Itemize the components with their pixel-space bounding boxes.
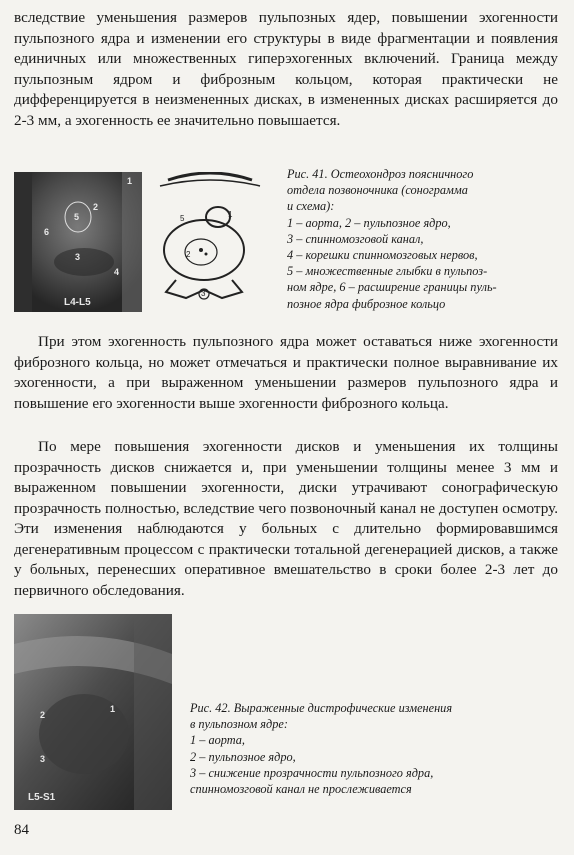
figure-41-caption xyxy=(287,166,497,312)
caption-line: 5 – множественные глыбки в пульпоз- xyxy=(287,264,488,279)
sono42-label-3: 3 xyxy=(40,754,46,764)
sonogram-texture xyxy=(14,614,172,810)
figure-41-scheme xyxy=(146,172,274,312)
caption-line: спинномозговой канал не прослеживается xyxy=(190,782,412,797)
sono-label-5: 5 xyxy=(74,212,80,222)
paragraph-3: По мере повышения эхогенности дисков и уменьшения их толщины прозрачность дисков снижается и, при уменьшении толщины менее 3 мм и выраженном повышении эхогенности, диски утрачивают сонографическую прозрачность полностью, вследствие чего позвоночный канал не доступен осмотру. Эти изменения наблюдаются у больных с длительно формировавшимся дегенеративным процессом с практически тотальной дегенерацией дисков, а также у больных, перенесших оперативное вмешательство в сроки более 2-3 лет до первичного обследования. xyxy=(14,438,558,599)
caption-line: 3 – спинномозговой канал, xyxy=(287,231,424,246)
caption-line: в пульпозном ядре: xyxy=(190,717,288,732)
scheme-label-1: 1 xyxy=(228,210,233,219)
scheme-label-5: 5 xyxy=(180,214,185,223)
caption-line: 4 – корешки спинномозговых нервов, xyxy=(287,248,478,263)
paragraph-2: При этом эхогенность пульпозного ядра может оставаться ниже эхогенности фиброзного кольца, но может отмечаться и практически полное выравнивание их эхогенности, а при выраженном уменьшении размеров пульпозного ядра и повышение его эхогенности выше эхогенности фиброзного кольца. xyxy=(14,333,558,412)
sono42-label-2: 2 xyxy=(40,710,46,720)
sono-label-2: 2 xyxy=(93,202,99,212)
scheme-label-2: 2 xyxy=(186,250,191,259)
scheme-drawing xyxy=(146,172,274,312)
sono-label-3: 3 xyxy=(75,252,81,262)
scheme-label-3: 3 xyxy=(201,289,206,298)
caption-line: ном ядре, 6 – расширение границы пуль- xyxy=(287,280,497,295)
caption-line: позное ядра фиброзное кольцо xyxy=(287,296,446,311)
sono42-level-label: L5-S1 xyxy=(28,792,56,803)
sono42-label-1: 1 xyxy=(110,704,116,714)
caption-line: отдела позвоночника (сонограмма xyxy=(287,183,468,198)
caption-line: 3 – снижение прозрачности пульпозного ядра, xyxy=(190,765,434,780)
caption-line: Рис. 42. Выраженные дистрофические изменения xyxy=(190,701,453,715)
sono-label-4: 4 xyxy=(114,267,120,277)
caption-line: и схема): xyxy=(287,199,335,214)
figure-42-caption xyxy=(190,700,452,797)
sonogram-texture xyxy=(14,172,142,312)
caption-line: 2 – пульпозное ядро, xyxy=(190,749,296,764)
caption-line: 1 – аорта, 2 – пульпозное ядро, xyxy=(287,215,451,230)
caption-line: Рис. 41. Остеохондроз поясничного xyxy=(287,167,474,181)
sono-level-label: L4-L5 xyxy=(64,297,91,308)
paragraph-1: вследствие уменьшения размеров пульпозных ядер, повышении эхогенности пульпозного ядра и изменении его структуры в виде фрагментации и появления единичных или множественных гиперэхогенных включений. Граница между пульпозным ядром и фиброзным кольцом, которая практически не дифференцируется в неизмененных дисках, в измененных дисках расширяется до 2-3 мм, а эхогенность ее значительно повышается. xyxy=(14,9,558,129)
page-number: 84 xyxy=(14,822,29,838)
figure-41-sonogram xyxy=(14,172,142,312)
figure-42-sonogram xyxy=(14,614,172,810)
sono-label-1: 1 xyxy=(127,176,133,186)
caption-line: 1 – аорта, xyxy=(190,733,245,748)
sono-label-6: 6 xyxy=(44,227,50,237)
